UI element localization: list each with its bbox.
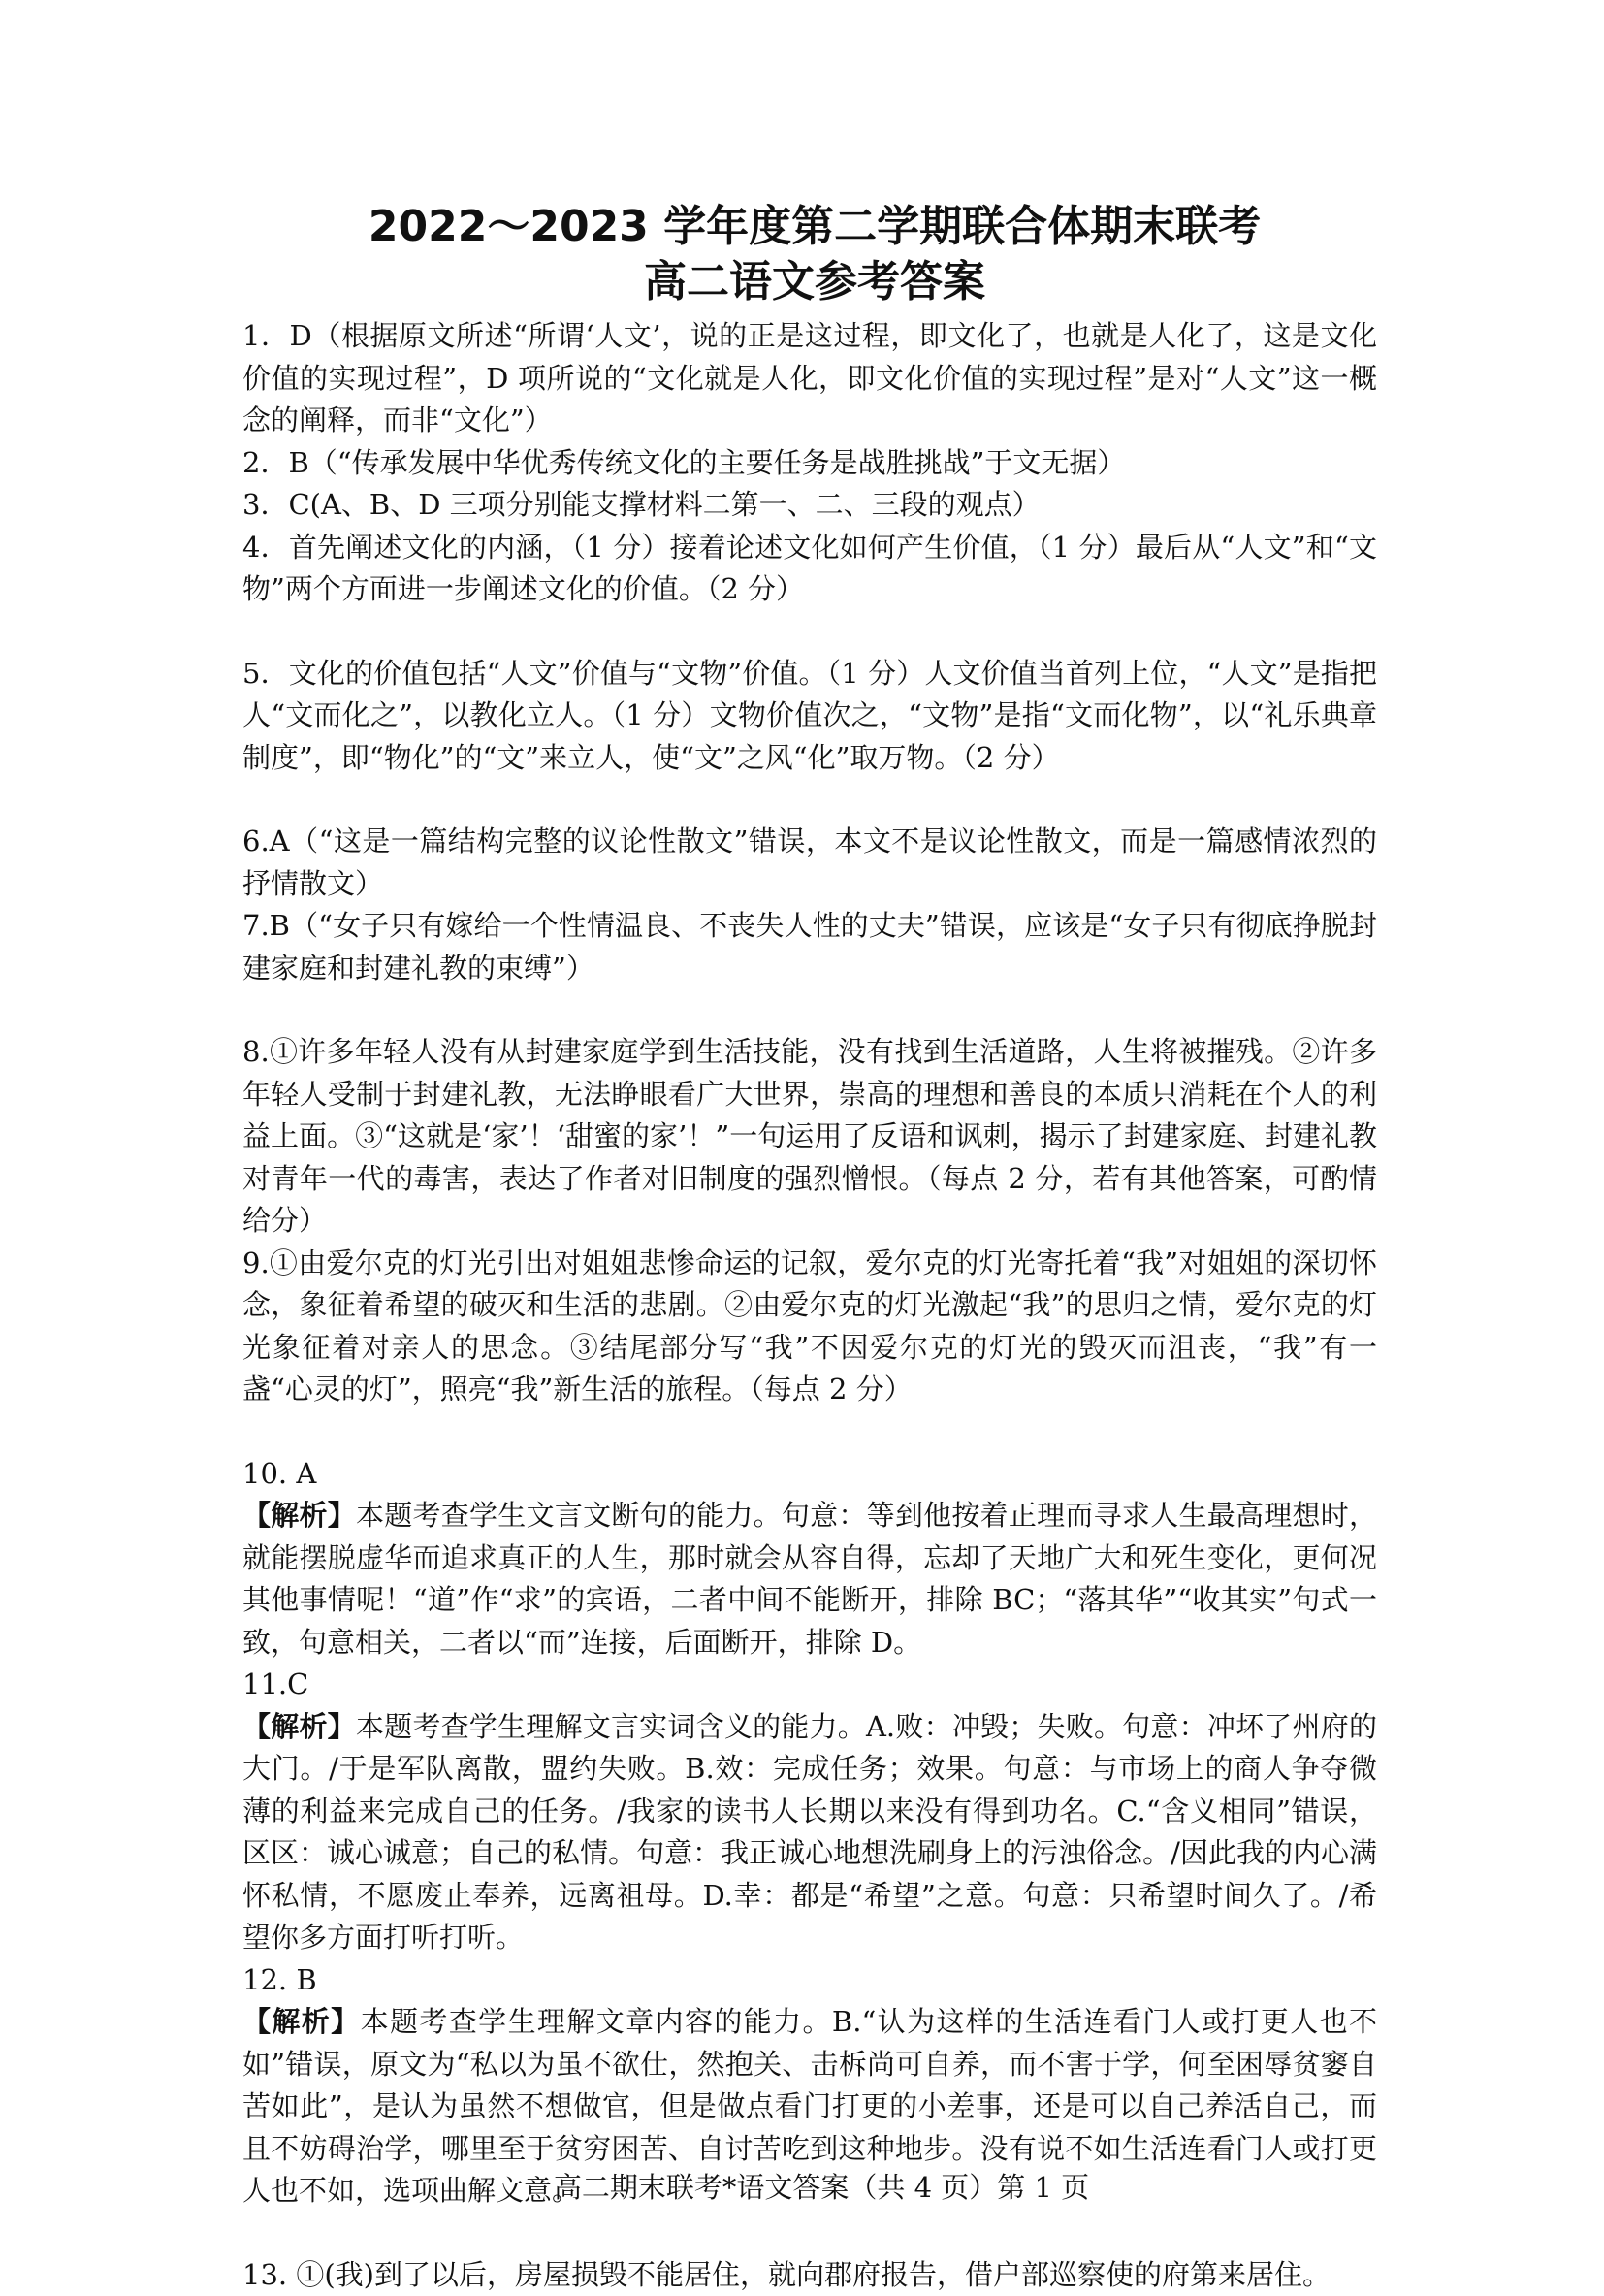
analysis-text: 本题考查学生理解文章内容的能力。B.“认为这样的生活连看门人或打更人也不如”错误，原文为“私以为虽不欲仕，然抱关、击柝尚可自养，而不害于学，何至困辱贫窭自苦如此”，是认为虽然不想做官，但是做点看门打更的小差事，还是可以自己养活自己，而且不妨碍治学，哪里至于贫穷困苦、自讨苦吃到这种地步。没有说不如生活连看门人或打更人也不如，选项曲解文意。: [242, 2005, 1377, 2207]
answer-6: 6.A（“这是一篇结构完整的议论性散文”错误，本文不是议论性散文，而是一篇感情浓烈的抒情散文）: [242, 821, 1377, 905]
answer-8: 8.①许多年轻人没有从封建家庭学到生活技能，没有找到生活道路，人生将被摧残。②许多年轻人受制于封建礼教，无法睁眼看广大世界，崇高的理想和善良的本质只消耗在个人的利益上面。③“这就是‘家’！‘甜蜜的家’！”一句运用了反语和讽刺，揭示了封建家庭、封建礼教对青年一代的毒害，表达了作者对旧制度的强烈憎恨。（每点 2 分，若有其他答案，可酌情给分）: [242, 1031, 1377, 1243]
page-footer: 高二期末联考*语文答案（共 4 页）第 1 页: [0, 2168, 1604, 2207]
answer-13: 13. ①(我)到了以后，房屋损毁不能居住，就向郡府报告，借户部巡察使的府第来居住。: [242, 2254, 1377, 2296]
answer-key-subtitle: 高二语文参考答案: [242, 255, 1377, 309]
spacer: [242, 611, 1377, 653]
answer-4: 4．首先阐述文化的内涵，（1 分）接着论述文化如何产生价值，（1 分）最后从“人文”和“文物”两个方面进一步阐述文化的价值。（2 分）: [242, 527, 1377, 611]
answer-5: 5．文化的价值包括“人文”价值与“文物”价值。（1 分）人文价值当首列上位，“人文”是指把人“文而化之”，以教化立人。（1 分）文物价值次之，“文物”是指“文而化物”，以“礼乐典章制度”，即“物化”的“文”来立人，使“文”之风“化”取万物。（2 分）: [242, 653, 1377, 780]
answer-2: 2．B（“传承发展中华优秀传统文化的主要任务是战胜挑战”于文无据）: [242, 442, 1377, 485]
spacer: [242, 989, 1377, 1031]
answer-3: 3．C(A、B、D 三项分别能支撑材料二第一、二、三段的观点）: [242, 484, 1377, 527]
spacer: [242, 1411, 1377, 1453]
answer-1: 1．D（根据原文所述“所谓‘人文’，说的正是这过程，即文化了，也就是人化了，这是文化价值的实现过程”，D 项所说的“文化就是人化，即文化价值的实现过程”是对“人文”这一概念的阐释，而非“文化”）: [242, 315, 1377, 442]
spacer: [242, 779, 1377, 821]
analysis-text: 本题考查学生理解文言实词含义的能力。A.败：冲毁；失败。句意：冲坏了州府的大门。/于是军队离散，盟约失败。B.效：完成任务；效果。句意：与市场上的商人争夺微薄的利益来完成自己的任务。/我家的读书人长期以来没有得到功名。C.“含义相同”错误，区区：诚心诚意；自己的私情。句意：我正诚心地想洗刷身上的污浊俗念。/因此我的内心满怀私情，不愿废止奉养，远离祖母。D.幸：都是“希望”之意。句意：只希望时间久了。/希望你多方面打听打听。: [242, 1710, 1377, 1955]
answer-document: [242, 199, 1377, 2296]
exam-title: 2022～2023 学年度第二学期联合体期末联考: [242, 199, 1377, 255]
answer-9: 9.①由爱尔克的灯光引出对姐姐悲惨命运的记叙，爱尔克的灯光寄托着“我”对姐姐的深切怀念，象征着希望的破灭和生活的悲剧。②由爱尔克的灯光激起“我”的思归之情，爱尔克的灯光象征着对亲人的思念。③结尾部分写“我”不因爱尔克的灯光的毁灭而沮丧，“我”有一盏“心灵的灯”，照亮“我”新生活的旅程。（每点 2 分）: [242, 1243, 1377, 1411]
answer-7: 7.B（“女子只有嫁给一个性情温良、不丧失人性的丈夫”错误，应该是“女子只有彻底挣脱封建家庭和封建礼教的束缚”）: [242, 905, 1377, 989]
answer-10-analysis: [242, 1495, 1377, 1664]
answer-11-heading: 11.C: [242, 1664, 1377, 1706]
analysis-tag: 【解析】: [242, 1710, 356, 1743]
analysis-tag: 【解析】: [242, 2005, 361, 2038]
analysis-text: 本题考查学生文言文断句的能力。句意：等到他按着正理而寻求人生最高理想时，就能摆脱虚华而追求真正的人生，那时就会从容自得，忘却了天地广大和死生变化，更何况其他事情呢！“道”作“求”的宾语，二者中间不能断开，排除 BC；“落其华”“收其实”句式一致，句意相关，二者以“而”连接，后面断开，排除 D。: [242, 1499, 1377, 1659]
answer-10-heading: 10. A: [242, 1453, 1377, 1496]
answer-12-heading: 12. B: [242, 1959, 1377, 2002]
answer-11-analysis: [242, 1706, 1377, 1959]
spacer: [242, 2213, 1377, 2254]
analysis-tag: 【解析】: [242, 1499, 356, 1532]
